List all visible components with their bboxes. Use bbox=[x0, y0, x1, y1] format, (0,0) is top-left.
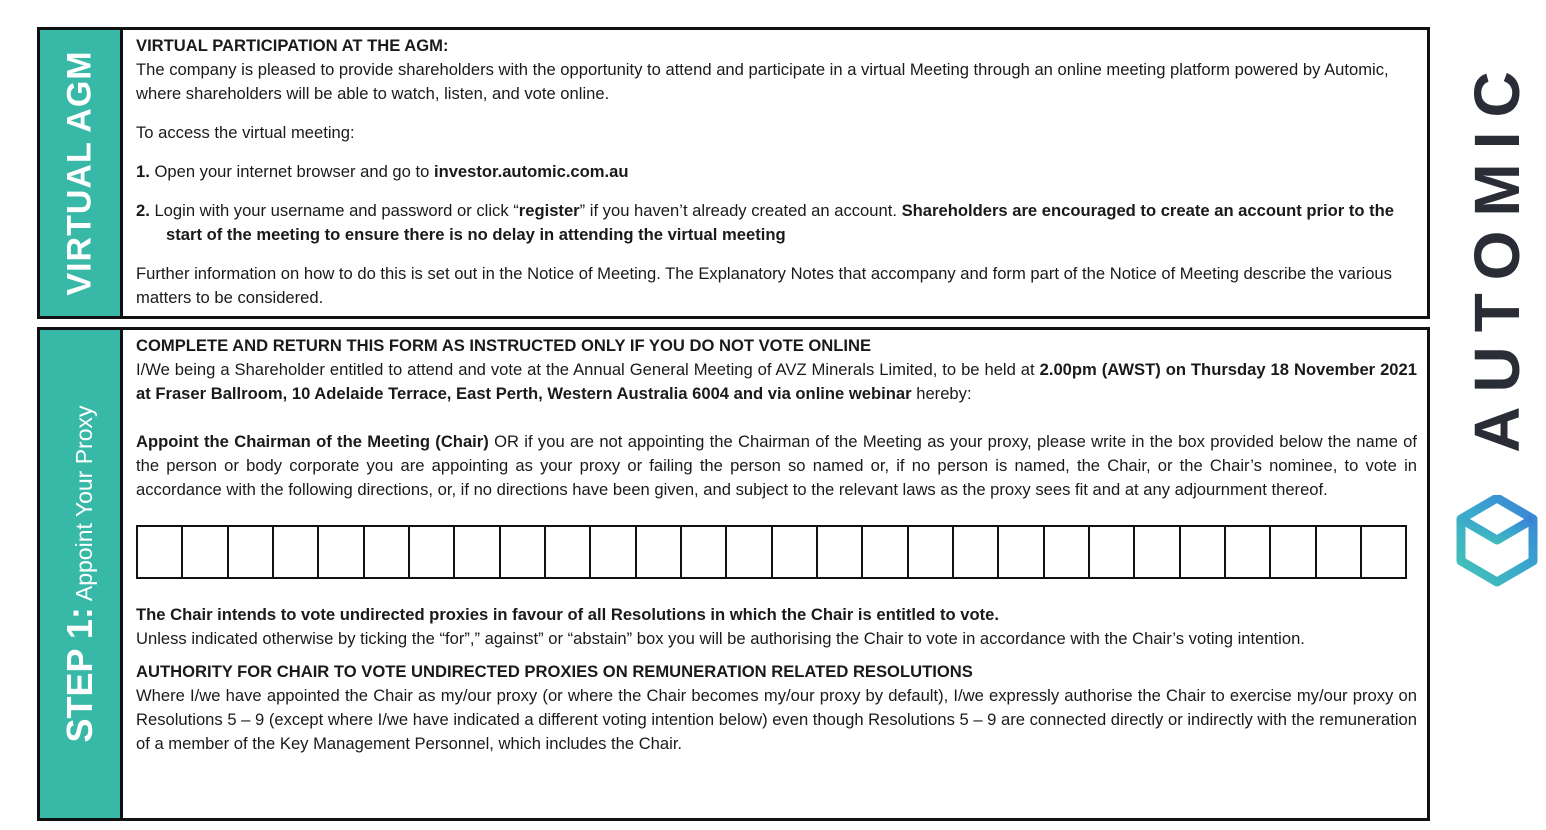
proxy-name-char-cell[interactable] bbox=[1271, 527, 1316, 577]
proxy-name-char-cell[interactable] bbox=[999, 527, 1044, 577]
proxy-name-char-cell[interactable] bbox=[1181, 527, 1226, 577]
shareholder-intro-text-a: I/We being a Shareholder entitled to attend and vote at the Annual General Meeting of AVZ Minerals Limited, to be held at bbox=[136, 360, 1040, 379]
proxy-name-char-cell[interactable] bbox=[637, 527, 682, 577]
investor-portal-link[interactable]: investor.automic.com.au bbox=[433, 162, 629, 181]
register-keyword: register bbox=[518, 201, 580, 220]
proxy-name-char-cell[interactable] bbox=[365, 527, 410, 577]
proxy-name-char-cell[interactable] bbox=[229, 527, 274, 577]
proxy-name-char-cell[interactable] bbox=[727, 527, 772, 577]
proxy-name-char-cell[interactable] bbox=[1226, 527, 1271, 577]
virtual-step-2-text-a: Login with your username and password or click “ bbox=[149, 201, 519, 220]
step-1-side-band bbox=[40, 330, 123, 818]
proxy-name-char-cell[interactable] bbox=[410, 527, 455, 577]
automic-logo bbox=[1448, 30, 1546, 590]
automic-logo-text: AUTOMIC bbox=[1461, 57, 1533, 453]
appoint-chairman-label: Appoint the Chairman of the Meeting (Chair) bbox=[136, 432, 489, 451]
step-1-content bbox=[123, 330, 1427, 818]
proxy-name-char-cell[interactable] bbox=[183, 527, 228, 577]
virtual-agm-content bbox=[123, 30, 1427, 316]
proxy-name-char-cell[interactable] bbox=[274, 527, 319, 577]
chair-intends-statement: The Chair intends to vote undirected proxies in favour of all Resolutions in which the Chair is entitled to vote. bbox=[136, 605, 999, 624]
proxy-name-char-cell[interactable] bbox=[1090, 527, 1135, 577]
proxy-name-char-cell[interactable] bbox=[1045, 527, 1090, 577]
proxy-name-char-cell[interactable] bbox=[1362, 527, 1405, 577]
virtual-step-1-text: Open your internet browser and go to bbox=[149, 162, 434, 181]
proxy-name-char-cell[interactable] bbox=[818, 527, 863, 577]
step-1-heading: COMPLETE AND RETURN THIS FORM AS INSTRUCTED ONLY IF YOU DO NOT VOTE ONLINE bbox=[136, 336, 872, 355]
virtual-step-2 bbox=[136, 199, 1417, 247]
virtual-agm-side-band bbox=[40, 30, 123, 316]
proxy-name-char-cell[interactable] bbox=[682, 527, 727, 577]
virtual-access-label: To access the virtual meeting: bbox=[136, 123, 355, 142]
proxy-name-char-cell[interactable] bbox=[501, 527, 546, 577]
step-1-title: Appoint Your Proxy bbox=[71, 405, 97, 602]
appoint-paragraph bbox=[136, 430, 1417, 502]
virtual-step-1-number: 1. bbox=[136, 162, 150, 181]
authority-heading: AUTHORITY FOR CHAIR TO VOTE UNDIRECTED PROXIES ON REMUNERATION RELATED RESOLUTIONS bbox=[136, 662, 973, 681]
authority-text: Where I/we have appointed the Chair as my/our proxy (or where the Chair becomes my/our proxy by default), I/we expressly authorise the Chair to exercise my/our proxy on Resolutions 5 – 9 (except where I/we have indicated a different voting intention below) even though Resolutions 5 – 9 are connected directly or indirectly with the remuneration of a member of the Key Management Personnel, which includes the Chair. bbox=[136, 686, 1417, 753]
virtual-step-2-number: 2. bbox=[136, 201, 150, 220]
proxy-name-char-cell[interactable] bbox=[546, 527, 591, 577]
automic-cube-icon bbox=[1453, 495, 1541, 617]
virtual-step-2-text-b: ” if you haven’t already created an account. bbox=[579, 201, 902, 220]
virtual-further-info: Further information on how to do this is set out in the Notice of Meeting. The Explanatory Notes that accompany and form part of the Notice of Meeting describe the various matters to be considered. bbox=[136, 264, 1392, 307]
virtual-agm-intro: The company is pleased to provide shareholders with the opportunity to attend and participate in a virtual Meeting through an online meeting platform powered by Automic, where shareholders will be able to watch, listen, and vote online. bbox=[136, 60, 1389, 103]
shareholder-intro-text-b: hereby: bbox=[911, 384, 972, 403]
meeting-details: 2.00pm (AWST) on Thursday 18 November 2021 at Fraser Ballroom, 10 Adelaide Terrace, East Perth, Western Australia 6004 and via online webinar bbox=[136, 360, 1417, 403]
virtual-agm-side-label: VIRTUAL AGM bbox=[60, 50, 99, 296]
proxy-name-char-cell[interactable] bbox=[1317, 527, 1362, 577]
step-1-number: STEP 1: bbox=[59, 607, 100, 743]
proxy-name-char-cell[interactable] bbox=[591, 527, 636, 577]
proxy-name-char-cell[interactable] bbox=[954, 527, 999, 577]
proxy-name-char-cell[interactable] bbox=[863, 527, 908, 577]
virtual-step-1 bbox=[136, 160, 1417, 184]
proxy-name-char-cell[interactable] bbox=[773, 527, 818, 577]
step-1-side-label bbox=[59, 405, 101, 742]
shareholder-intro bbox=[136, 358, 1417, 406]
unless-indicated-text: Unless indicated otherwise by ticking the “for”,” against” or “abstain” box you will be authorising the Chair to vote in accordance with the Chair’s voting intention. bbox=[136, 629, 1305, 648]
proxy-name-char-cell[interactable] bbox=[319, 527, 364, 577]
proxy-name-char-cell[interactable] bbox=[909, 527, 954, 577]
virtual-agm-section bbox=[37, 27, 1430, 319]
appoint-paragraph-text: OR if you are not appointing the Chairman of the Meeting as your proxy, please write in the box provided below the name of the person or body corporate you are appointing as your proxy or failing the person so named or, if no person is named, the Chair, or the Chair’s nominee, to vote in accordance with the following directions, or, if no directions have been given, and subject to the relevant laws as the proxy sees fit and at any adjournment thereof. bbox=[136, 432, 1417, 499]
virtual-agm-heading: VIRTUAL PARTICIPATION AT THE AGM: bbox=[136, 36, 449, 55]
proxy-name-char-cell[interactable] bbox=[1135, 527, 1180, 577]
proxy-name-char-cell[interactable] bbox=[455, 527, 500, 577]
step-1-section bbox=[37, 327, 1430, 821]
proxy-name-char-cell[interactable] bbox=[138, 527, 183, 577]
virtual-step-2-emphasis: Shareholders are encouraged to create an account prior to the start of the meeting to ensure there is no delay in attending the virtual meeting bbox=[166, 201, 1394, 244]
proxy-name-input[interactable] bbox=[136, 525, 1407, 579]
